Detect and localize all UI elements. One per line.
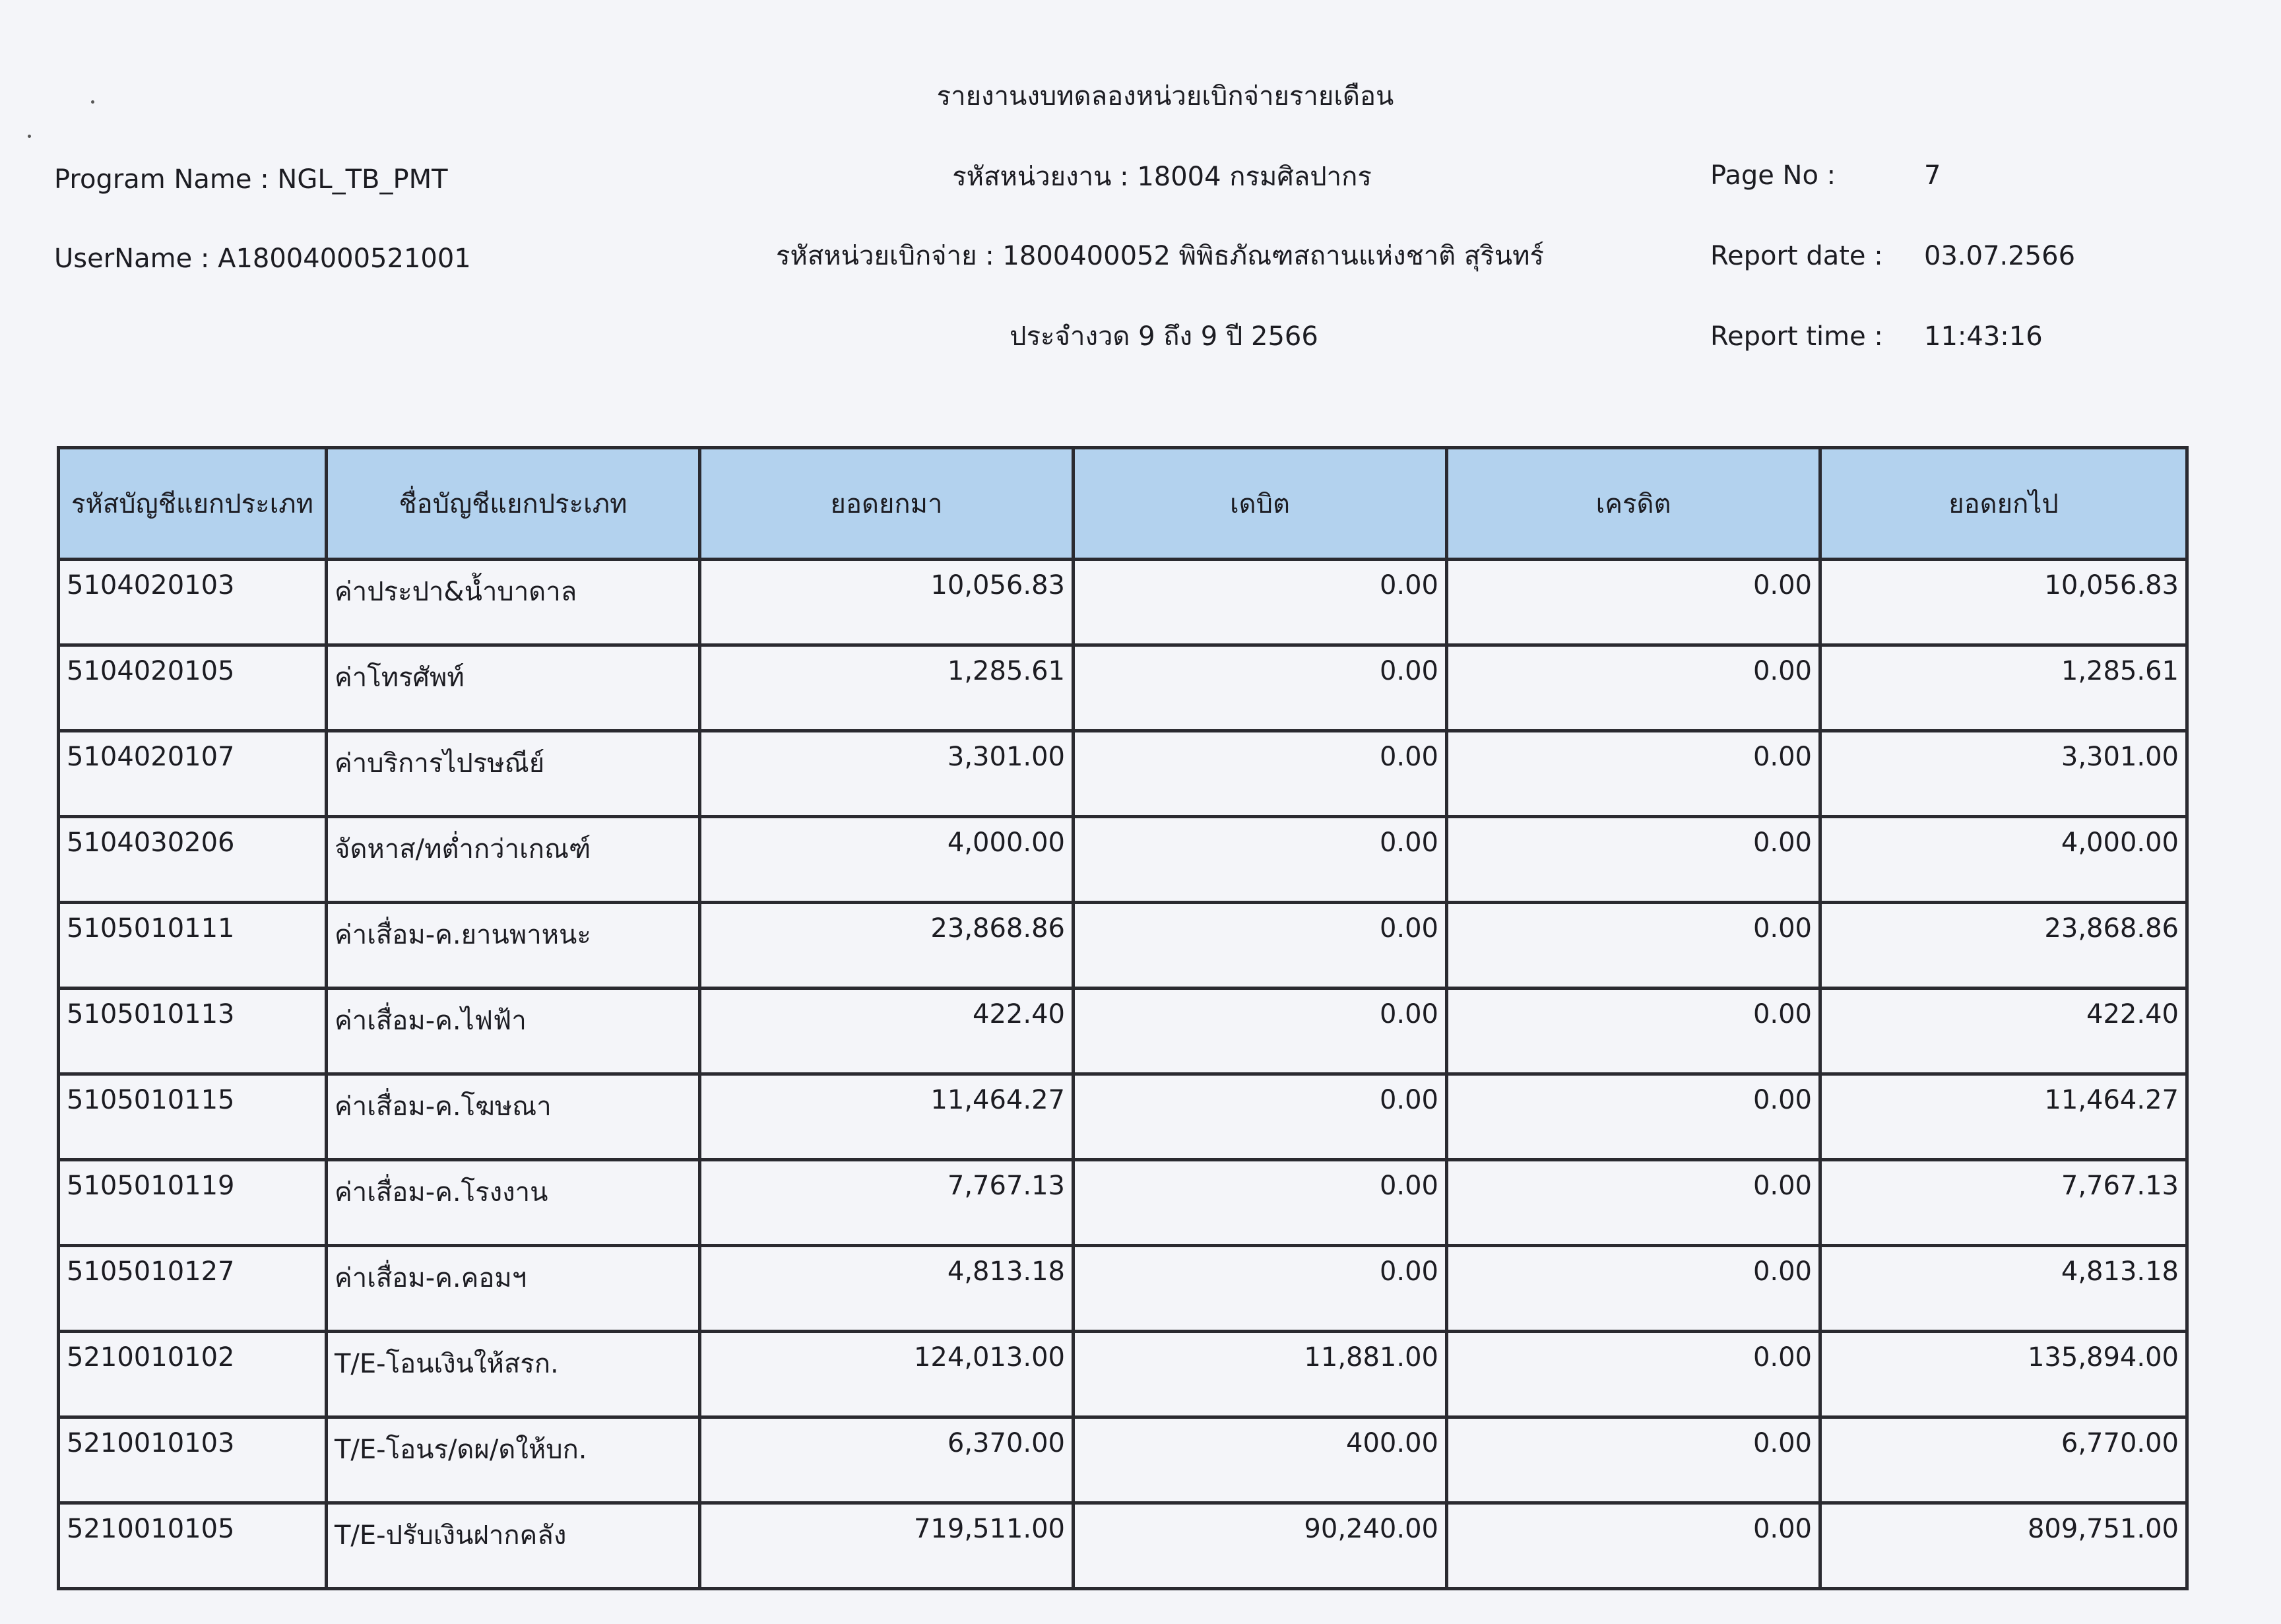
- brought-forward-cell: 4,000.00: [700, 817, 1074, 903]
- account-code-cell: 5105010127: [59, 1246, 327, 1332]
- brought-forward-cell: 719,511.00: [700, 1503, 1074, 1589]
- debit-cell: 0.00: [1074, 1074, 1447, 1160]
- user-name: UserName : A18004000521001: [54, 244, 471, 274]
- credit-cell: 0.00: [1447, 903, 1820, 989]
- credit-cell: 0.00: [1447, 1074, 1820, 1160]
- credit-cell: 0.00: [1447, 731, 1820, 817]
- carried-forward-cell: 7,767.13: [1820, 1160, 2187, 1246]
- account-code-cell: 5104020103: [59, 560, 327, 645]
- report-time-label: Report time :: [1710, 321, 1883, 352]
- account-code-cell: 5105010113: [59, 989, 327, 1074]
- credit-cell: 0.00: [1447, 1332, 1820, 1417]
- table-row: [59, 903, 2187, 989]
- account-name-cell: ค่าโทรศัพท์: [327, 645, 700, 731]
- brought-forward-cell: 23,868.86: [700, 903, 1074, 989]
- account-name-cell: ค่าเสื่อม-ค.ยานพาหนะ: [327, 903, 700, 989]
- account-name-cell: T/E-ปรับเงินฝากคลัง: [327, 1503, 700, 1589]
- account-code-cell: 5105010119: [59, 1160, 327, 1246]
- account-name-cell: T/E-โอนเงินให้สรก.: [327, 1332, 700, 1417]
- carried-forward-cell: 6,770.00: [1820, 1417, 2187, 1503]
- brought-forward-cell: 7,767.13: [700, 1160, 1074, 1246]
- carried-forward-cell: 135,894.00: [1820, 1332, 2187, 1417]
- account-name-cell: ค่าเสื่อม-ค.โรงงาน: [327, 1160, 700, 1246]
- debit-cell: 0.00: [1074, 903, 1447, 989]
- account-code-cell: 5105010115: [59, 1074, 327, 1160]
- table-row: [59, 1074, 2187, 1160]
- account-code-cell: 5210010103: [59, 1417, 327, 1503]
- header-debit: เดบิต: [1074, 448, 1447, 560]
- carried-forward-cell: 11,464.27: [1820, 1074, 2187, 1160]
- carried-forward-cell: 3,301.00: [1820, 731, 2187, 817]
- brought-forward-cell: 4,813.18: [700, 1246, 1074, 1332]
- table-row: [59, 645, 2187, 731]
- header-account-name: ชื่อบัญชีแยกประเภท: [327, 448, 700, 560]
- debit-cell: 0.00: [1074, 731, 1447, 817]
- debit-cell: 0.00: [1074, 1160, 1447, 1246]
- account-code-cell: 5104030206: [59, 817, 327, 903]
- carried-forward-cell: 10,056.83: [1820, 560, 2187, 645]
- page-no-label: Page No :: [1710, 160, 1836, 191]
- table-row: [59, 1246, 2187, 1332]
- carried-forward-cell: 4,000.00: [1820, 817, 2187, 903]
- table-row: [59, 1417, 2187, 1503]
- debit-cell: 0.00: [1074, 645, 1447, 731]
- brought-forward-cell: 3,301.00: [700, 731, 1074, 817]
- carried-forward-cell: 422.40: [1820, 989, 2187, 1074]
- period-line: ประจำงวด 9 ถึง 9 ปี 2566: [1010, 321, 1318, 352]
- carried-forward-cell: 23,868.86: [1820, 903, 2187, 989]
- report-date-value: 03.07.2566: [1924, 241, 2076, 271]
- debit-cell: 11,881.00: [1074, 1332, 1447, 1417]
- account-code-cell: 5104020105: [59, 645, 327, 731]
- brought-forward-cell: 6,370.00: [700, 1417, 1074, 1503]
- brought-forward-cell: 1,285.61: [700, 645, 1074, 731]
- header-carried-forward: ยอดยกไป: [1820, 448, 2187, 560]
- table-row: [59, 731, 2187, 817]
- credit-cell: 0.00: [1447, 989, 1820, 1074]
- brought-forward-cell: 11,464.27: [700, 1074, 1074, 1160]
- credit-cell: 0.00: [1447, 645, 1820, 731]
- scan-speck: [91, 100, 94, 104]
- account-code-cell: 5105010111: [59, 903, 327, 989]
- debit-cell: 0.00: [1074, 560, 1447, 645]
- page-no-value: 7: [1924, 160, 1941, 191]
- debit-cell: 0.00: [1074, 817, 1447, 903]
- brought-forward-cell: 422.40: [700, 989, 1074, 1074]
- carried-forward-cell: 1,285.61: [1820, 645, 2187, 731]
- carried-forward-cell: 4,813.18: [1820, 1246, 2187, 1332]
- report-date-label: Report date :: [1710, 241, 1883, 271]
- account-name-cell: ค่าเสื่อม-ค.คอมฯ: [327, 1246, 700, 1332]
- carried-forward-cell: 809,751.00: [1820, 1503, 2187, 1589]
- account-code-cell: 5104020107: [59, 731, 327, 817]
- account-code-cell: 5210010102: [59, 1332, 327, 1417]
- debit-cell: 0.00: [1074, 1246, 1447, 1332]
- header-credit: เครดิต: [1447, 448, 1820, 560]
- account-name-cell: ค่าเสื่อม-ค.ไฟฟ้า: [327, 989, 700, 1074]
- debit-cell: 0.00: [1074, 989, 1447, 1074]
- credit-cell: 0.00: [1447, 1417, 1820, 1503]
- credit-cell: 0.00: [1447, 1246, 1820, 1332]
- program-name: Program Name : NGL_TB_PMT: [54, 164, 448, 195]
- table-row: [59, 817, 2187, 903]
- brought-forward-cell: 124,013.00: [700, 1332, 1074, 1417]
- table-row: [59, 1332, 2187, 1417]
- header-brought-forward: ยอดยกมา: [700, 448, 1074, 560]
- disbursement-unit-line: รหัสหน่วยเบิกจ่าย : 1800400052 พิพิธภัณฑสถานแห่งชาติ สุรินทร์: [776, 241, 1544, 271]
- account-name-cell: ค่าประปา&น้ำบาดาล: [327, 560, 700, 645]
- credit-cell: 0.00: [1447, 817, 1820, 903]
- credit-cell: 0.00: [1447, 1160, 1820, 1246]
- brought-forward-cell: 10,056.83: [700, 560, 1074, 645]
- report-title: รายงานงบทดลองหน่วยเบิกจ่ายรายเดือน: [936, 81, 1394, 112]
- account-name-cell: ค่าเสื่อม-ค.โฆษณา: [327, 1074, 700, 1160]
- debit-cell: 400.00: [1074, 1417, 1447, 1503]
- agency-line: รหัสหน่วยงาน : 18004 กรมศิลปากร: [952, 162, 1372, 192]
- header-account-code: รหัสบัญชีแยกประเภท: [59, 448, 327, 560]
- trial-balance-table: [57, 446, 2189, 1590]
- report-time-value: 11:43:16: [1924, 321, 2043, 352]
- account-name-cell: จัดหาส/ทต่ำกว่าเกณฑ์: [327, 817, 700, 903]
- credit-cell: 0.00: [1447, 1503, 1820, 1589]
- table-row: [59, 989, 2187, 1074]
- table-row: [59, 560, 2187, 645]
- account-name-cell: T/E-โอนร/ดผ/ดให้บก.: [327, 1417, 700, 1503]
- account-name-cell: ค่าบริการไปรษณีย์: [327, 731, 700, 817]
- credit-cell: 0.00: [1447, 560, 1820, 645]
- account-code-cell: 5210010105: [59, 1503, 327, 1589]
- debit-cell: 90,240.00: [1074, 1503, 1447, 1589]
- scan-speck: [28, 135, 31, 138]
- table-body: [59, 560, 2187, 1589]
- table-header-row: [59, 448, 2187, 560]
- table-row: [59, 1503, 2187, 1589]
- table-row: [59, 1160, 2187, 1246]
